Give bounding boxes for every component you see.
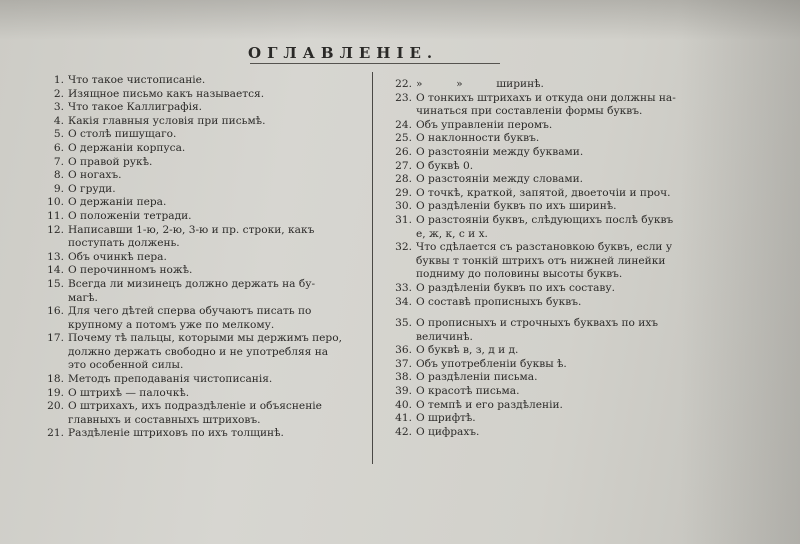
toc-entry [386,146,722,160]
toc-entry-text: Почему тѣ пальцы, которыми мы держимъ перо, должно держать свободно и не употребляя на это особенной силы. [68,332,342,372]
toc-entry [386,241,722,282]
toc-entry-number: 41. [395,412,412,425]
toc-entry-number: 27. [395,159,412,172]
toc-entry [386,385,722,399]
toc-entry-number: 29. [395,186,412,199]
toc-entry [40,128,366,142]
toc-entry [386,371,722,385]
toc-entry-number: 10. [47,196,64,209]
toc-entry [386,282,722,296]
toc-entry [40,115,366,129]
toc-entry [386,92,722,119]
toc-entry [40,373,366,387]
toc-entry-number: 32. [395,241,412,254]
toc-entry-text: О раздѣленiи буквъ по ихъ составу. [416,281,615,294]
toc-entry [386,132,722,146]
toc-entry-text: Изящное письмо какъ называется. [68,87,265,100]
toc-entry-text: О штрихѣ — палочкѣ. [68,386,190,399]
toc-entry-number: 28. [395,173,412,186]
toc-entry-number: 22. [395,78,412,90]
toc-entry [40,400,366,427]
toc-entry [40,278,366,305]
toc-entry [386,200,722,214]
toc-entry-number: 30. [395,200,412,213]
toc-entry [40,305,366,332]
toc-entry-text: Методъ преподаванiя чистописанiя. [68,373,273,386]
toc-entry-number: 7. [53,155,64,168]
toc-entry-number: 40. [395,398,412,411]
toc-entry-text: О груди. [68,182,116,195]
toc-entry-text: О тонкихъ штрихахъ и откуда они должны на- чинаться при составленiи формы буквъ. [416,91,676,118]
toc-entry-text: О раздѣленiи письма. [416,371,538,384]
toc-entry [40,142,366,156]
toc-entry [386,187,722,201]
toc-entry-number: 3. [53,101,64,114]
toc-entry-text: О буквѣ в, з, д и д. [416,344,519,357]
toc-entry-number: 14. [47,264,64,277]
toc-entry [40,169,366,183]
toc-entry-text: О разстоянiи буквъ, слѣдующихъ послѣ буквъ е, ж, к, с и х. [416,213,674,240]
toc-entry-number: 6. [53,141,64,154]
toc-entry [40,74,366,88]
toc-entry-text: О прописныхъ и строчныхъ буквахъ по ихъ величинѣ. [416,317,659,343]
toc-entry-number: 2. [53,87,64,100]
toc-entry-number: 5. [53,128,64,141]
toc-entry-text: О шрифтѣ. [416,412,476,425]
toc-entry [386,214,722,241]
toc-entry [386,412,722,426]
toc-entry-text: О ногахъ. [68,169,122,182]
toc-entry-number: 31. [395,213,412,226]
toc-entry [40,264,366,278]
toc-entry-number: 25. [395,132,412,145]
toc-entry-text: О столѣ пишущаго. [68,128,177,141]
toc-entry-number: 17. [47,332,64,345]
toc-entry-text: » » ширинѣ. [416,78,544,90]
toc-entry-number: 35. [395,317,412,330]
toc-entry-number: 21. [47,427,64,440]
toc-entry-text: О составѣ прописныхъ буквъ. [416,295,582,308]
toc-entry-text: О держанiи корпуса. [68,141,186,154]
toc-entry [40,88,366,102]
toc-entry-text: О разстоянiи между буквами. [416,145,584,158]
toc-entry [386,399,722,413]
toc-entry-number: 24. [395,118,412,131]
toc-entry-number: 9. [53,182,64,195]
toc-entry-text: Объ употребленiи буквы ѣ. [416,357,567,370]
toc-entry-number: 1. [53,74,64,86]
toc-entry-number: 15. [47,277,64,290]
toc-entry-text: О буквѣ 0. [416,159,474,172]
toc-entry [40,196,366,210]
toc-entry-text: Что такое Каллиграфiя. [68,101,203,114]
toc-entry [40,183,366,197]
toc-entry-text: О держанiи пера. [68,196,167,209]
toc-entry-text: О раздѣленiи буквъ по ихъ ширинѣ. [416,200,617,213]
toc-entry-number: 26. [395,145,412,158]
toc-entry-text: О штрихахъ, ихъ подраздѣленiе и объясненiе главныхъ и составныхъ штриховъ. [68,400,322,426]
toc-entry [40,101,366,115]
toc-entry [40,210,366,224]
column-divider [372,72,373,464]
toc-entry [40,387,366,401]
toc-entry-number: 37. [395,357,412,370]
toc-entry [386,317,722,344]
toc-entry-text: О разстоянiи между словами. [416,173,584,186]
toc-entry-number: 39. [395,385,412,398]
toc-entry [386,344,722,358]
toc-entry-number: 38. [395,371,412,384]
toc-entry-number: 19. [47,386,64,399]
toc-entry-number: 20. [47,400,64,413]
toc-entry-text: Всегда ли мизинецъ должно держать на бу- магѣ. [68,277,316,304]
toc-entry-text: Что такое чистописанiе. [68,74,206,86]
toc-entry [40,251,366,265]
toc-entry-text: Объ очинкѣ пера. [68,250,167,263]
toc-entry-text: О темпѣ и его раздѣленiи. [416,398,563,411]
toc-entry [386,426,722,440]
toc-entry [386,160,722,174]
toc-entry-text: О перочинномъ ножѣ. [68,264,193,277]
toc-entry-number: 42. [395,425,412,438]
toc-entry-number: 34. [395,295,412,308]
toc-entry-number: 12. [47,223,64,236]
toc-entry-number: 18. [47,373,64,386]
toc-entry-number: 16. [47,305,64,318]
toc-entry-text: Что сдѣлается съ разстановкою буквъ, если у буквы т тонкiй штрихъ отъ нижней линейки подниму до половины высоты буквъ. [416,241,673,281]
toc-entry-text: Какiя главныя условiя при письмѣ. [68,114,266,127]
toc-entry-text: Для чего дѣтей сперва обучаютъ писать по крупному а потомъ уже по мелкому. [68,305,312,331]
page-title: ОГЛАВЛЕНIЕ. [248,44,439,62]
toc-entry [386,119,722,133]
toc-entry [386,296,722,310]
toc-left-column [40,74,366,441]
toc-entry-number: 8. [53,169,64,182]
toc-entry-text: О красотѣ письма. [416,385,520,398]
toc-entry-text: Объ управленiи перомъ. [416,118,553,131]
toc-entry [386,358,722,372]
toc-entry-text: О точкѣ, краткой, запятой, двоеточiи и проч. [416,186,671,199]
toc-entry-text: Написавши 1-ю, 2-ю, 3-ю и пр. строки, какъ поступать должень. [68,223,315,250]
toc-entry-text: О наклонности буквъ. [416,132,540,145]
toc-entry-text: О положенiи тетради. [68,209,192,222]
toc-entry [40,224,366,251]
toc-right-column [386,78,722,439]
toc-entry-number: 33. [395,281,412,294]
toc-entry-number: 23. [395,91,412,104]
toc-entry [40,427,366,441]
toc-entry [40,332,366,373]
title-underline [250,63,500,64]
toc-entry-number: 11. [47,209,64,222]
toc-entry-number: 4. [53,114,64,127]
toc-entry-number: 13. [47,250,64,263]
toc-entry-text: О цифрахъ. [416,425,480,438]
toc-entry-text: Раздѣленiе штриховъ по ихъ толщинѣ. [68,427,284,440]
toc-entry-text: О правой рукѣ. [68,155,153,168]
toc-entry [386,78,722,92]
toc-entry-number: 36. [395,344,412,357]
toc-entry [40,156,366,170]
toc-entry [386,173,722,187]
